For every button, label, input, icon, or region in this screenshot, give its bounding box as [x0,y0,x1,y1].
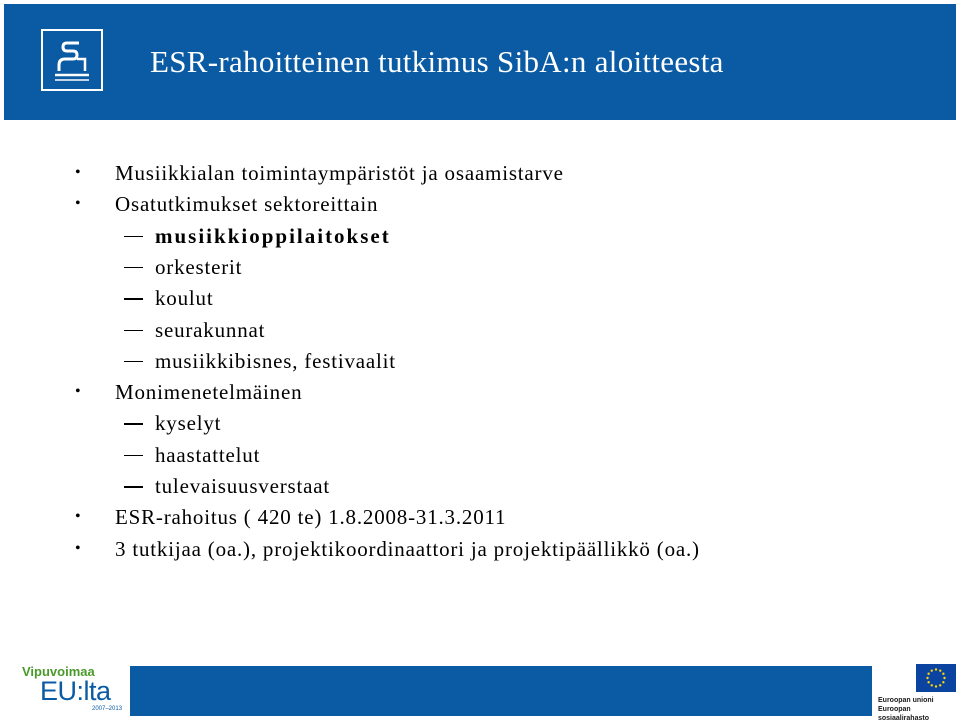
bullet-text: tulevaisuusverstaat [155,474,330,498]
bullet-item [75,379,303,405]
sub-bullet-item [155,317,265,343]
bullet-item [75,160,564,186]
slide-footer [0,660,960,722]
bullet-text: Monimenetelmäinen [115,380,303,405]
bullet-text: orkesterit [155,254,243,279]
bullet-dot-icon: • [75,508,82,526]
footer-bar [130,666,872,716]
bullet-text: koulut [155,286,214,311]
dash-icon [124,455,143,457]
dash-icon [124,298,143,300]
bullet-item [75,191,379,217]
slide-header [4,4,956,120]
bullet-text: 3 tutkijaa (oa.), projektikoordinaattori ja projektipäällikkö (oa.) [115,536,700,561]
vipuvoimaa-years: 2007–2013 [92,706,123,712]
eu-flag-icon [916,664,956,692]
sub-bullet-item [155,442,260,468]
bullet-dot-icon: • [75,383,82,401]
sub-bullet-item [155,348,396,374]
dash-icon [124,236,143,238]
dash-icon [124,267,143,269]
dash-icon [124,423,143,425]
sub-bullet-item [155,254,242,280]
vipuvoimaa-eu: EU:lta [40,676,111,706]
bullet-dot-icon: • [75,539,82,557]
bullet-text: kyselyt [155,411,222,436]
vipuvoimaa-logo [8,662,128,716]
eu-logo [878,662,958,722]
slide-title: ESR-rahoitteinen tutkimus SibA:n aloitteesta [150,44,724,79]
bullet-text: musiikkioppilaitokset [155,223,391,248]
bullet-text: haastattelut [155,442,261,467]
eu-label-union: Euroopan unioni [878,697,934,704]
dash-icon [124,361,143,363]
bullet-text: Osatutkimukset sektoreittain [115,192,379,217]
bullet-text: ESR-rahoitus ( 420 te) 1.8.2008-31.3.2011 [115,505,507,530]
sub-bullet-item [155,473,330,499]
bullet-dot-icon: • [75,195,82,213]
eu-label-fund: Euroopan sosiaalirahasto [878,706,929,722]
sub-bullet-item [155,410,221,436]
sibelius-academy-logo-icon [41,29,103,91]
sub-bullet-item [155,285,213,311]
bullet-text: Musiikkialan toimintaympäristöt ja osaamistarve [115,161,564,185]
bullet-text: musiikkibisnes, festivaalit [155,348,396,373]
bullet-item [75,504,507,530]
dash-icon [124,330,143,332]
sub-bullet-item [155,223,391,249]
bullet-item [75,536,700,562]
vipuvoimaa-title: Vipuvoimaa [22,664,95,679]
bullet-dot-icon: • [75,164,82,181]
dash-icon [124,486,143,488]
bullet-text: seurakunnat [155,317,266,342]
